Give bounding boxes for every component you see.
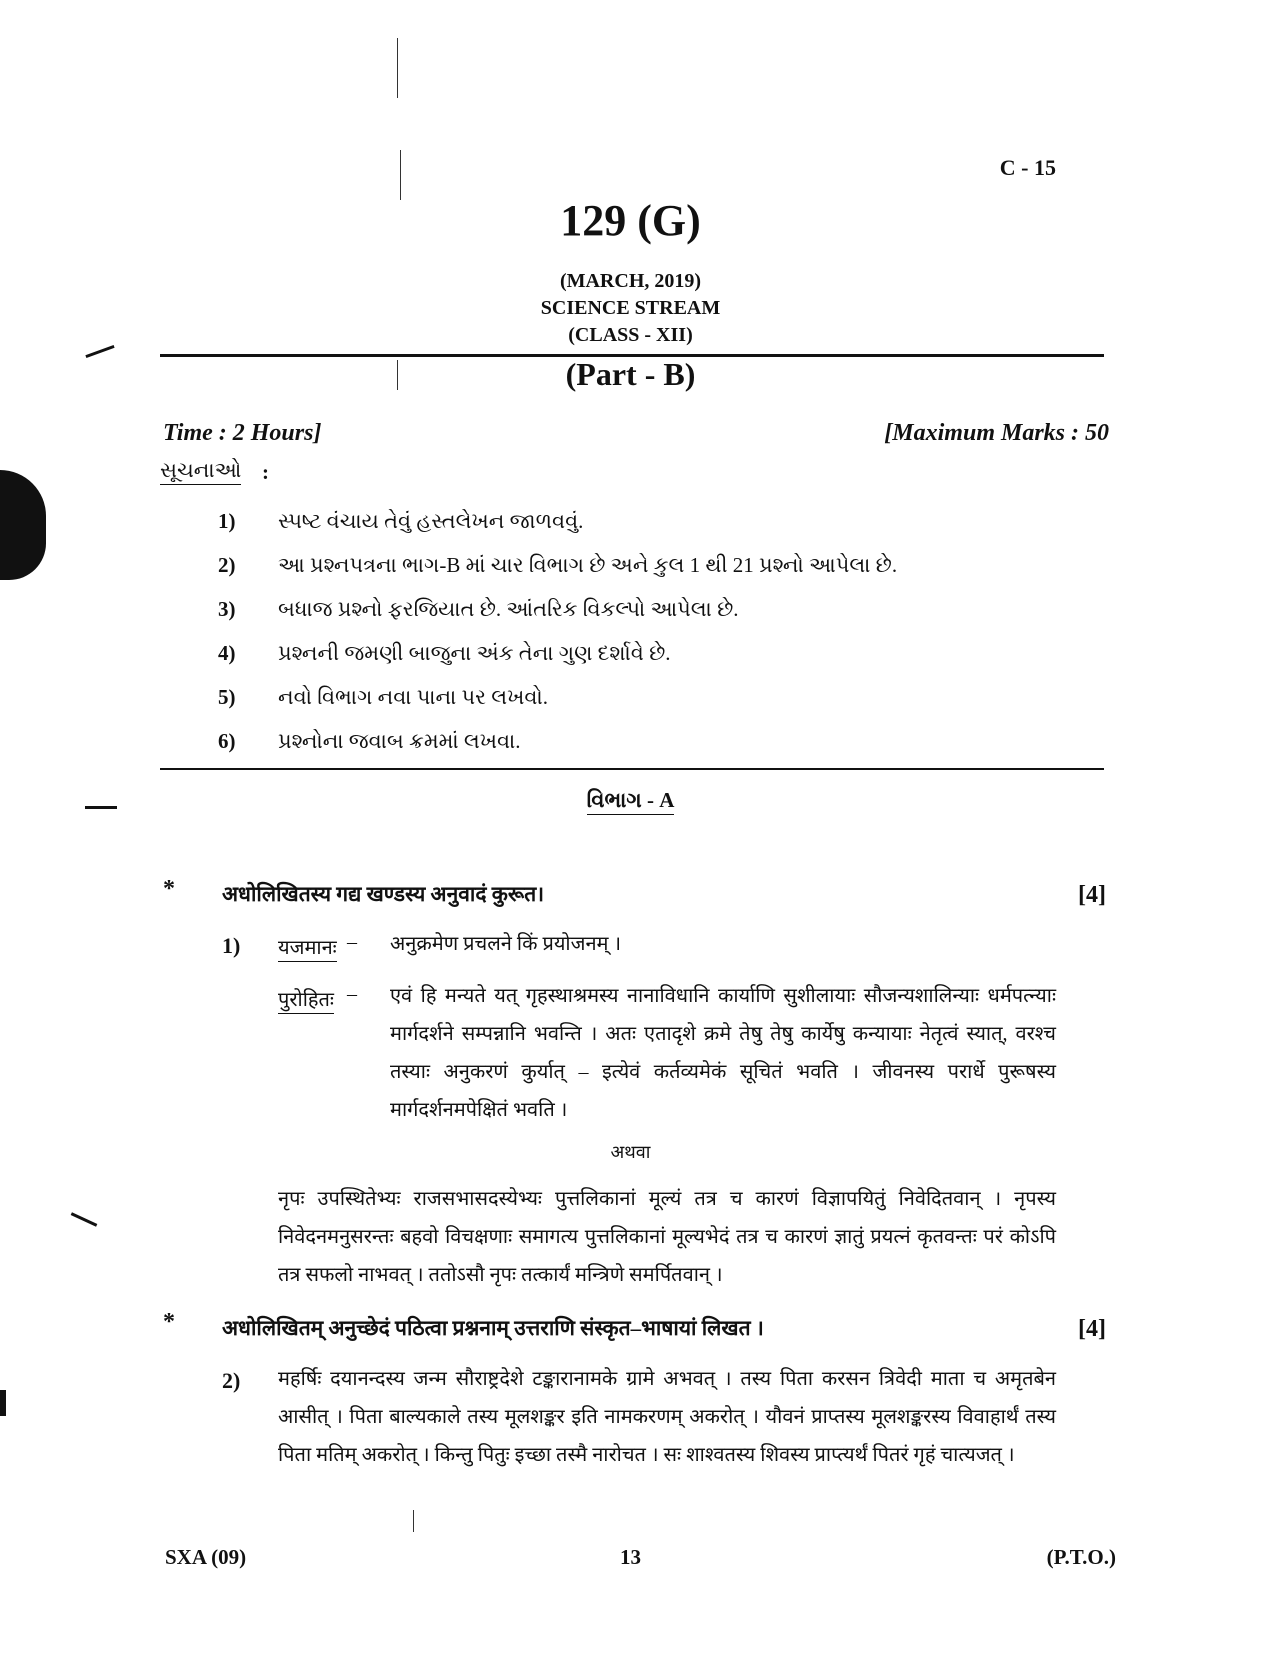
question-marks: [4] <box>1078 1316 1106 1342</box>
scan-speck <box>71 1212 98 1227</box>
page-code: C - 15 <box>999 155 1056 180</box>
section-title: વિભાગ - A <box>0 788 1261 813</box>
speaker-dash: – <box>347 983 357 1005</box>
max-marks: [Maximum Marks : 50 <box>884 420 1109 446</box>
question-number: 1) <box>222 933 241 958</box>
alternate-paragraph: नृपः उपस्थितेभ्यः राजसभासदस्येभ्यः पुत्तलिकानां मूल्यं तत्र च कारणं विज्ञापयितुं निवेदितवान् । नृपस्य निवेदनमनुसरन्तः बहवो विचक्षणाः समागत्य पुत्तलिकानां मूल्यभेदं तत्र च कारणं ज्ञातुं प्रयत्नं कृतवन्तः परं कोऽपि तत्र सफलो नाभवत् । ततोऽसौ नृपः तत्कार्यं मन्त्रिणे समर्पितवान् । <box>278 1188 1056 1286</box>
scan-mark-line <box>397 38 398 98</box>
question-number: 2) <box>222 1368 241 1393</box>
scan-blot <box>0 470 46 580</box>
or-separator: अथवा <box>610 1142 651 1162</box>
footer-code: SXA (09) <box>165 1545 247 1569</box>
instruction-number: 2) <box>218 553 236 577</box>
instruction-number: 3) <box>218 597 236 621</box>
scan-mark-line <box>400 150 401 200</box>
exam-stream: SCIENCE STREAM <box>540 297 721 319</box>
scan-speck <box>0 1390 6 1416</box>
passage-paragraph: महर्षिः दयानन्दस्य जन्म सौराष्ट्रदेशे टङ्कारानामके ग्रामे अभवत् । तस्य पिता करसन त्रिवेदी माता च अमृतबेन आसीत् । पिता बाल्यकाले तस्य मूलशङ्कर इति नामकरणम् अकरोत् । यौवनं प्राप्तस्य मूलशङ्करस्य विवाहार्थं तस्य पिता मतिम् अकरोत् । किन्तु पितुः इच्छा तस्मै नारोचत । सः शाश्वतस्य शिवस्य प्राप्त्यर्थं पितरं गृहं चात्यजत् । <box>278 1368 1056 1466</box>
dialogue-paragraph: एवं हि मन्यते यत् गृहस्थाश्रमस्य नानाविधानि कार्याणि सुशीलायाः सौजन्यशालिन्याः धर्मपत्न्याः मार्गदर्शने सम्पन्नानि भवन्ति । अतः एतादृशे क्रमे तेषु तेषु कार्येषु कन्यायाः नेतृत्वं स्यात्, वरश्च तस्याः अनुकरणं कुर्यात् – इत्येवं कर्तव्यमेकं सूचितं भवति । जीवनस्य परार्धे पुरूषस्य मार्गदर्शनमपेक्षितं भवति । <box>390 985 1056 1121</box>
instruction-text: પ્રશ્નોના જવાબ ક્રમમાં લખવા. <box>278 729 521 753</box>
instruction-item <box>218 685 548 710</box>
exam-class: (CLASS - XII) <box>568 324 693 346</box>
instruction-item <box>218 509 583 534</box>
instruction-item <box>218 553 897 578</box>
speaker-label: पुरोहितः <box>278 985 334 1014</box>
question-star: * <box>163 876 175 902</box>
exam-time: Time : 2 Hours] <box>163 420 322 446</box>
speaker-label: यजमानः <box>278 933 337 962</box>
instruction-number: 1) <box>218 509 236 533</box>
speaker-dash: – <box>347 931 357 953</box>
part-title: (Part - B) <box>565 356 696 392</box>
instruction-text: સ્પષ્ટ વંચાય તેવું હસ્તલેખન જાળવવું. <box>278 509 584 533</box>
question-heading: अधोलिखितम् अनुच्छेदं पठित्वा प्रश्ननाम् उत्तराणि संस्कृत–भाषायां लिखत । <box>222 1316 764 1340</box>
instruction-number: 4) <box>218 641 236 665</box>
question-star: * <box>163 1309 175 1335</box>
paper-title: 129 (G) <box>560 196 701 245</box>
instructions-divider <box>160 768 1104 770</box>
exam-date: (MARCH, 2019) <box>559 270 702 292</box>
instructions-title: સૂચનાઓ <box>160 458 241 485</box>
instruction-text: પ્રશ્નની જમણી બાજુના અંક તેના ગુણ દર્શાવે છે. <box>278 641 671 665</box>
instruction-text: આ પ્રશ્નપત્રના ભાગ-B માં ચાર વિભાગ છે અને કુલ 1 થી 21 પ્રશ્નો આપેલા છે. <box>278 553 898 577</box>
footer-pto: (P.T.O.) <box>1046 1545 1116 1569</box>
instruction-item <box>218 597 739 622</box>
instruction-number: 6) <box>218 729 236 753</box>
instruction-text: બધાજ પ્રશ્નો ફરજિયાત છે. આંતરિક વિકલ્પો આપેલા છે. <box>278 597 739 621</box>
page-number: 13 <box>620 1545 641 1569</box>
question-marks: [4] <box>1078 882 1106 908</box>
question-heading: अधोलिखितस्य गद्य खण्डस्य अनुवादं कुरूत। <box>222 882 545 906</box>
dialogue-line: अनुक्रमेण प्रचलने किं प्रयोजनम् । <box>390 933 622 955</box>
instruction-item <box>218 641 671 666</box>
instruction-text: નવો વિભાગ નવા પાના પર લખવો. <box>278 685 548 709</box>
instruction-item <box>218 729 521 754</box>
instructions-colon: : <box>262 460 269 484</box>
instruction-number: 5) <box>218 685 236 709</box>
scan-mark-line <box>413 1510 414 1532</box>
